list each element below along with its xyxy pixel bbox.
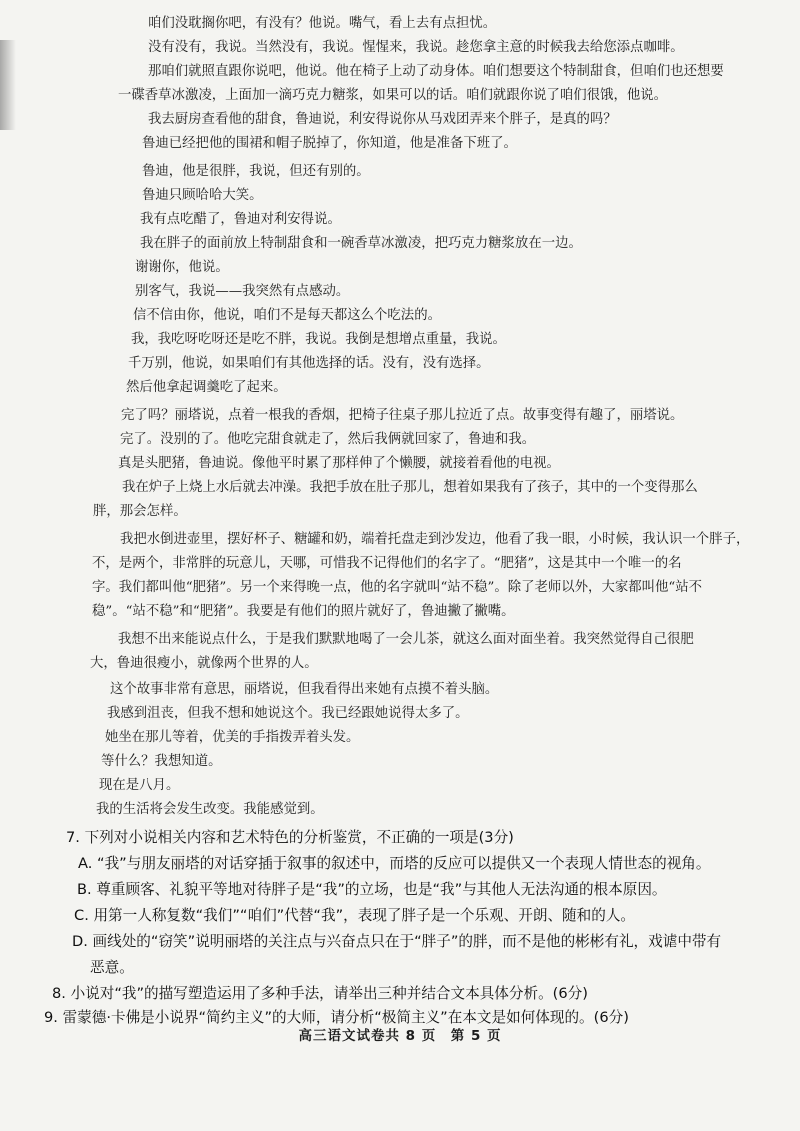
story-line: 一碟香草冰激凌，上面加一滴巧克力糖浆，如果可以的话。咱们就跟你说了咱们很饿，他说。	[118, 88, 668, 103]
story-line: 我有点吃醋了，鲁迪对利安得说。	[140, 212, 341, 227]
question-9: 9. 雷蒙德·卡佛是小说界“简约主义”的大师，请分析“极简主义”在本文是如何体现的。(6分)	[44, 1009, 629, 1026]
question-7-option-d-cont: 恶意。	[90, 959, 134, 976]
story-line: 谢谢你，他说。	[135, 260, 229, 275]
question-7-option-b: B. 尊重顾客、礼貌平等地对待胖子是“我”的立场，也是“我”与其他人无法沟通的根本原因。	[77, 881, 667, 898]
story-line: 字。我们都叫他“肥猪”。另一个来得晚一点，他的名字就叫“站不稳”。除了老师以外，大家都叫他“站不	[92, 580, 703, 595]
story-line: 咱们没耽搁你吧，有没有？他说。嘴气，看上去有点担忧。	[148, 16, 497, 31]
story-line: 胖，那会怎样。	[93, 504, 187, 519]
question-7-option-d: D. 画线处的“窃笑”说明丽塔的关注点与兴奋点只在于“胖子”的胖，而不是他的彬彬有礼，戏谑中带有	[72, 933, 722, 950]
story-line: 完了吗？丽塔说，点着一根我的香烟，把椅子往桌子那儿拉近了点。故事变得有趣了，丽塔说。	[121, 408, 684, 423]
story-line: 我去厨房查看他的甜食，鲁迪说，利安得说你从马戏团弄来个胖子，是真的吗？	[148, 112, 617, 127]
question-8: 8. 小说对“我”的描写塑造运用了多种手法，请举出三种并结合文本具体分析。(6分)	[52, 985, 588, 1002]
story-line: 我，我吃呀吃呀还是吃不胖，我说。我倒是想增点重量，我说。	[131, 332, 506, 347]
story-line: 千万别，他说，如果咱们有其他选择的话。没有，没有选择。	[128, 356, 490, 371]
story-line: 完了。没别的了。他吃完甜食就走了，然后我俩就回家了，鲁迪和我。	[120, 432, 536, 447]
story-line: 我的生活将会发生改变。我能感觉到。	[96, 802, 324, 817]
story-line: 不，是两个，非常胖的玩意儿，天哪，可惜我不记得他们的名字了。“肥猪”，这是其中一个唯一的名	[92, 556, 682, 571]
story-line: 鲁迪，他是很胖，我说，但还有别的。	[142, 164, 370, 179]
story-line: 信不信由你，他说，咱们不是每天都这么个吃法的。	[133, 308, 441, 323]
story-line: 我感到沮丧，但我不想和她说这个。我已经跟她说得太多了。	[107, 706, 469, 721]
story-line: 没有没有，我说。当然没有，我说。惺惺来，我说。趁您拿主意的时候我去给您添点咖啡。	[148, 40, 684, 55]
story-line: 我想不出来能说点什么，于是我们默默地喝了一会儿茶，就这么面对面坐着。我突然觉得自己很肥	[118, 632, 694, 647]
question-7-option-c: C. 用第一人称复数“我们”“咱们”代替“我”，表现了胖子是一个乐观、开朗、随和的人。	[74, 907, 636, 924]
story-line: 然后他拿起调羹吃了起来。	[126, 380, 287, 395]
story-line: 她坐在那儿等着，优美的手指拨弄着头发。	[105, 730, 360, 745]
story-line: 我在炉子上烧上水后就去冲澡。我把手放在肚子那儿，想着如果我有了孩子，其中的一个变得那么	[122, 480, 698, 495]
story-line: 鲁迪已经把他的围裙和帽子脱掉了，你知道，他是准备下班了。	[142, 136, 517, 151]
page-footer: 高三语文试卷共 8 页 第 5 页	[298, 1028, 502, 1044]
story-line: 别客气，我说——我突然有点感动。	[135, 284, 350, 299]
question-7-stem: 7. 下列对小说相关内容和艺术特色的分析鉴赏，不正确的一项是(3分)	[66, 829, 514, 846]
story-line: 我把水倒进壶里，摆好杯子、糖罐和奶，端着托盘走到沙发边，他看了我一眼，小时候，我认识一个胖子，	[120, 532, 750, 547]
story-line: 鲁迪只顾哈哈大笑。	[142, 188, 263, 203]
story-line: 那咱们就照直跟你说吧，他说。他在椅子上动了动身体。咱们想要这个特制甜食，但咱们也还想要	[148, 64, 724, 79]
story-line: 大，鲁迪很瘦小，就像两个世界的人。	[90, 656, 318, 671]
story-line: 我在胖子的面前放上特制甜食和一碗香草冰激凌，把巧克力糖浆放在一边。	[140, 236, 582, 251]
story-line: 现在是八月。	[99, 778, 180, 793]
story-line: 等什么？我想知道。	[101, 754, 222, 769]
scan-edge-shadow	[0, 40, 16, 130]
story-line: 这个故事非常有意思，丽塔说，但我看得出来她有点摸不着头脑。	[110, 682, 499, 697]
question-7-option-a: A. “我”与朋友丽塔的对话穿插于叙事的叙述中，而塔的反应可以提供又一个表现人情世态的视角。	[78, 855, 711, 872]
story-line: 稳”。“站不稳”和“肥猪”。我要是有他们的照片就好了，鲁迪撇了撇嘴。	[92, 604, 515, 619]
story-line: 真是头肥猪，鲁迪说。像他平时累了那样伸了个懒腰，就接着看他的电视。	[118, 456, 560, 471]
